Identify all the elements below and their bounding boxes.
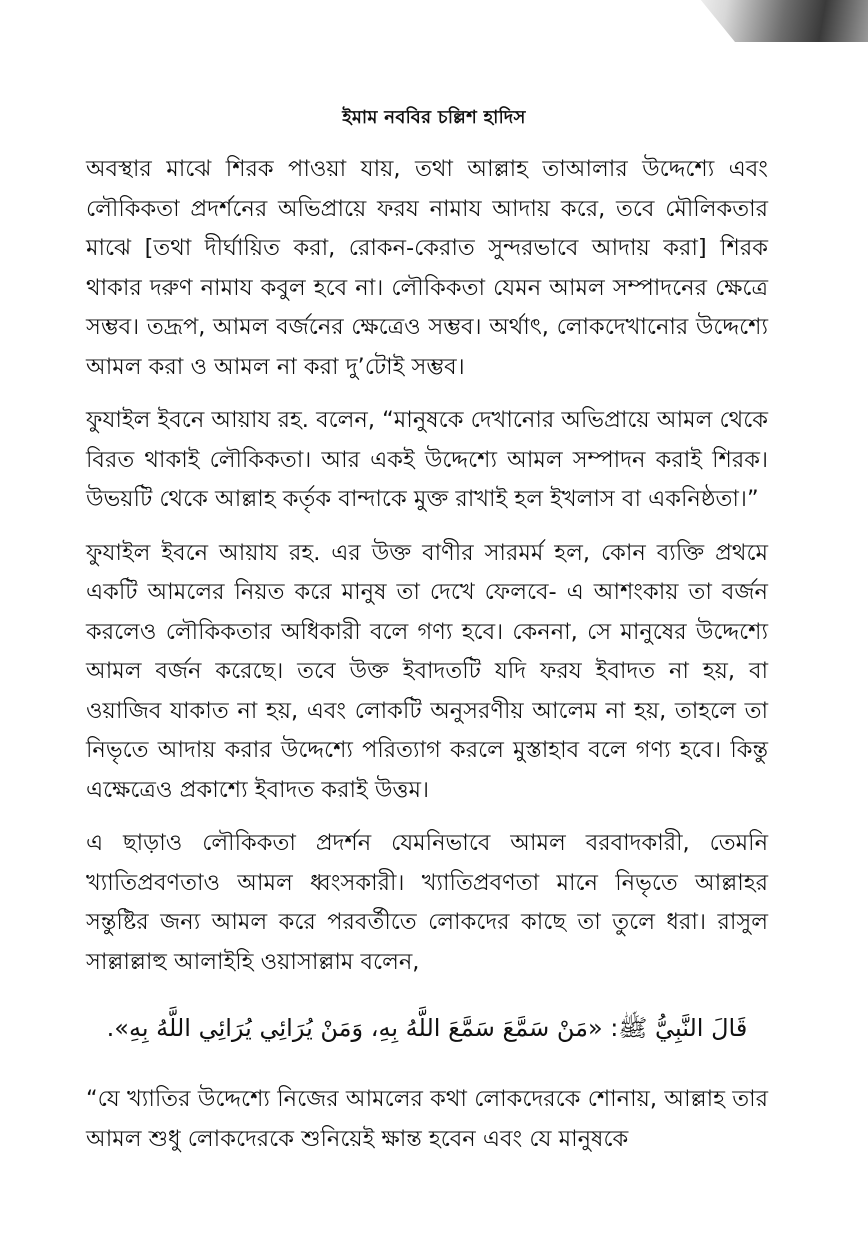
arabic-hadith: قَالَ النَّبِيُّ ﷺ: «مَنْ سَمَّعَ سَمَّعَ اللَّهُ بِهِ، وَمَنْ يُرَائِي يُرَائِي اللَّهُ بِهِ». [106,1014,748,1042]
paragraph-1: অবস্থার মাঝে শিরক পাওয়া যায়, তথা আল্লাহ তাআলার উদ্দেশ্যে এবং লৌকিকতা প্রদর্শনের অভিপ্রায়ে ফরয নামায আদায় করে, তবে মৌলিকতার মাঝে [তথা দীর্ঘায়িত করা, রোকন-কেরাত সুন্দরভাবে আদায় করা] শিরক থাকার দরুণ নামায কবুল হবে না। লৌকিকতা যেমন আমল সম্পাদনের ক্ষেত্রে সম্ভব। তদ্রূপ, আমল বর্জনের ক্ষেত্রেও সম্ভব। অর্থাৎ, লোকদেখানোর উদ্দেশ্যে আমল করা ও আমল না করা দু’টোই সম্ভব। [86,156,768,380]
running-title: ইমাম নববির চল্লিশ হাদিস [342,107,526,128]
paragraph-4: এ ছাড়াও লৌকিকতা প্রদর্শন যেমনিভাবে আমল বরবাদকারী, তেমনি খ্যাতিপ্রবণতাও আমল ধ্বংসকারী। খ্যাতিপ্রবণতা মানে নিভৃতে আল্লাহর সন্তুষ্টির জন্য আমল করে পরবর্তীতে লোকদের কাছে তা তুলে ধরা। রাসুল সাল্লাল্লাহু আলাইহি ওয়াসাল্লাম বলেন, [86,830,768,975]
page-body [86,150,768,1173]
paragraph-2: ফুযাইল ইবনে আয়ায রহ. বলেন, “মানুষকে দেখানোর অভিপ্রায়ে আমল থেকে বিরত থাকাই লৌকিকতা। আর একই উদ্দেশ্যে আমল সম্পাদন করাই শিরক। উভয়টি থেকে আল্লাহ কর্তৃক বান্দাকে মুক্ত রাখাই হল ইখলাস বা একনিষ্ঠতা।” [86,407,768,512]
scan-corner-shadow [678,0,868,42]
paragraph-5: “যে খ্যাতির উদ্দেশ্যে নিজের আমলের কথা লোকদেরকে শোনায়, আল্লাহ তার আমল শুধু লোকদেরকে শুনিয়েই ক্ষান্ত হবেন এবং যে মানুষকে [86,1086,768,1152]
paragraph-3: ফুযাইল ইবনে আয়ায রহ. এর উক্ত বাণীর সারমর্ম হল, কোন ব্যক্তি প্রথমে একটি আমলের নিয়ত করে মানুষ তা দেখে ফেলবে- এ আশংকায় তা বর্জন করলেও লৌকিকতার অধিকারী বলে গণ্য হবে। কেননা, সে মানুষের উদ্দেশ্যে আমল বর্জন করেছে। তবে উক্ত ইবাদতটি যদি ফরয ইবাদত না হয়, বা ওয়াজিব যাকাত না হয়, এবং লোকটি অনুসরণীয় আলেম না হয়, তাহলে তা নিভৃতে আদায় করার উদ্দেশ্যে পরিত্যাগ করলে মুস্তাহাব বলে গণ্য হবে। কিন্তু এক্ষেত্রেও প্রকাশ্যে ইবাদত করাই উত্তম। [86,539,768,803]
